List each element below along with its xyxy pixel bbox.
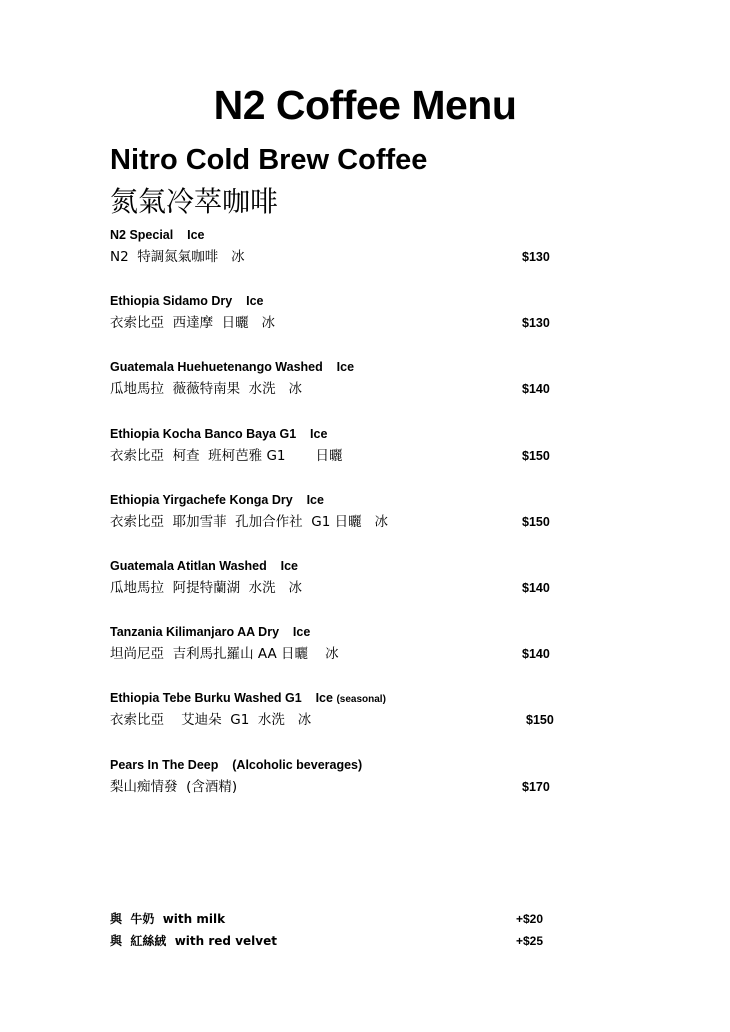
item-price: $140 bbox=[522, 647, 550, 662]
addon-label: 與 牛奶 with milk bbox=[110, 912, 226, 926]
item-name-zh: 梨山痴情發 (含酒精) bbox=[110, 778, 238, 795]
item-name-zh: 衣索比亞 耶加雪菲 孔加合作社 G1 日曬 冰 bbox=[110, 513, 388, 530]
item-name-zh: 衣索比亞 柯查 班柯芭雅 G1 日曬 bbox=[110, 447, 343, 464]
addon-price: +$20 bbox=[516, 912, 544, 926]
addon-milk bbox=[110, 910, 570, 932]
addon-price: +$25 bbox=[516, 934, 544, 948]
page-title: N2 Coffee Menu bbox=[213, 82, 517, 128]
item-price: $150 bbox=[522, 514, 550, 529]
menu-item-tanzania-kilimanjaro bbox=[110, 623, 570, 689]
item-price: $150 bbox=[522, 448, 550, 463]
menu-item-pears-in-the-deep bbox=[110, 756, 570, 822]
item-name-en: N2 Special Ice bbox=[110, 228, 205, 242]
seasonal-note: (seasonal) bbox=[336, 694, 386, 706]
section-title-zh: 氮氣冷萃咖啡 bbox=[110, 185, 279, 218]
item-price: $150 bbox=[526, 713, 554, 728]
menu-item-ethiopia-kocha bbox=[110, 425, 570, 491]
item-name-zh: N2 特調氮氣咖啡 冰 bbox=[110, 249, 245, 265]
item-name-en: Ethiopia Sidamo Dry Ice bbox=[110, 294, 264, 309]
item-price: $170 bbox=[522, 779, 550, 794]
menu-item-guatemala-atitlan bbox=[110, 557, 570, 623]
section-title-en: Nitro Cold Brew Coffee bbox=[110, 144, 428, 176]
item-name-zh: 瓜地馬拉 薇薇特南果 水洗 冰 bbox=[110, 381, 303, 398]
item-name-en: Guatemala Atitlan Washed Ice bbox=[110, 558, 299, 573]
menu-list bbox=[110, 226, 570, 822]
item-price: $130 bbox=[522, 250, 550, 264]
item-name-en: Ethiopia Yirgachefe Konga Dry Ice bbox=[110, 492, 324, 507]
item-name-en: Ethiopia Kocha Banco Baya G1 Ice bbox=[110, 426, 328, 441]
item-name-en: Ethiopia Tebe Burku Washed G1 Ice (seasonal) bbox=[110, 691, 386, 706]
item-name-en: Pears In The Deep (Alcoholic beverages) bbox=[110, 757, 363, 772]
addon-label: 與 紅絲絨 with red velvet bbox=[110, 934, 277, 948]
menu-item-guatemala-huehuetenango bbox=[110, 358, 570, 424]
addon-list bbox=[110, 910, 570, 954]
item-price: $140 bbox=[522, 580, 550, 595]
addon-red-velvet bbox=[110, 932, 570, 954]
item-name-zh: 瓜地馬拉 阿提特蘭湖 水洗 冰 bbox=[110, 579, 303, 596]
item-price: $140 bbox=[522, 382, 550, 397]
item-name-zh: 坦尚尼亞 吉利馬扎羅山 AA 日曬 冰 bbox=[110, 646, 339, 663]
menu-item-ethiopia-yirgachefe bbox=[110, 491, 570, 557]
item-price: $130 bbox=[522, 316, 550, 331]
item-name-en: Guatemala Huehuetenango Washed Ice bbox=[110, 360, 355, 375]
item-name-zh: 衣索比亞 艾迪朵 G1 水洗 冰 bbox=[110, 712, 312, 729]
menu-item-n2-special bbox=[110, 226, 570, 292]
menu-item-ethiopia-sidamo bbox=[110, 292, 570, 358]
item-name-en: Tanzania Kilimanjaro AA Dry Ice bbox=[110, 625, 311, 640]
menu-item-ethiopia-tebe-burku bbox=[110, 689, 570, 755]
item-name-zh: 衣索比亞 西達摩 日曬 冰 bbox=[110, 315, 276, 332]
